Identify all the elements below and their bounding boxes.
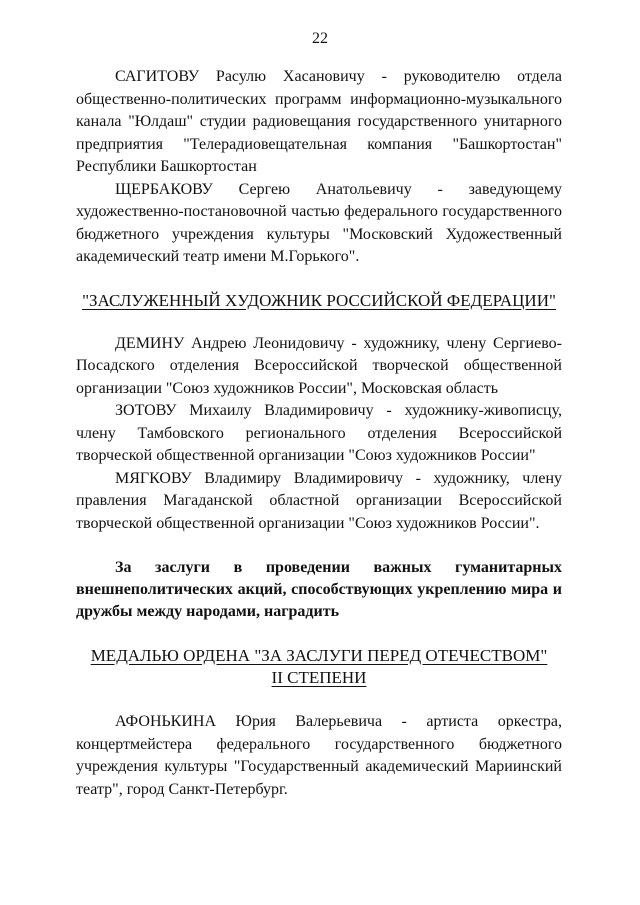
page-number: 22: [312, 30, 328, 47]
award-paragraph-zotov: ЗОТОВУ Михаилу Владимировичу - художнику-живописцу, члену Тамбовского регионального отделения Всероссийской творческой общественной организации "Союз художников России": [76, 402, 562, 464]
award-paragraph-sagitov: САГИТОВУ Расулю Хасановичу - руководителю отдела общественно-политических программ информационно-музыкального канала "Юлдаш" студии радиовещания государственного унитарного предприятия "Телерадиовещательная компания "Башкортостан" Республики Башкортостан: [76, 68, 562, 175]
section-heading-honored-artist: "ЗАСЛУЖЕННЫЙ ХУДОЖНИК РОССИЙСКОЙ ФЕДЕРАЦИИ": [82, 290, 556, 310]
award-paragraph-afonkin: АФОНЬКИНА Юрия Валерьевича - артиста оркестра, концертмейстера федерального государственного бюджетного учреждения культуры "Государственный академический Мариинский театр", город Санкт-Петербург.: [76, 713, 562, 798]
award-paragraph-demin: ДЕМИНУ Андрею Леонидовичу - художнику, члену Сергиево-Посадского отделения Всероссийской творческой общественной организации "Союз художников России", Московская область: [76, 334, 562, 397]
award-intro-text: За заслуги в проведении важных гуманитарных внешнеполитических акций, способствующих укреплению мира и дружбы между народами, наградить: [76, 559, 562, 620]
document-body: [76, 66, 562, 801]
award-paragraph-myagkov: МЯГКОВУ Владимиру Владимировичу - художнику, члену правления Магаданской областной организации Всероссийской творческой общественной организации "Союз художников России".: [76, 469, 562, 532]
medal-heading-line1: МЕДАЛЬЮ ОРДЕНА "ЗА ЗАСЛУГИ ПЕРЕД ОТЕЧЕСТВОМ": [90, 646, 548, 665]
medal-heading-line2: II СТЕПЕНИ: [271, 668, 367, 687]
section-heading-medal: [76, 645, 562, 689]
award-paragraph-shcherbakov: ЩЕРБАКОВУ Сергею Анатольевичу - заведующему художественно-постановочной частью федерального государственного бюджетного учреждения культуры "Московский Художественный академический театр имени М.Горького".: [76, 180, 562, 265]
